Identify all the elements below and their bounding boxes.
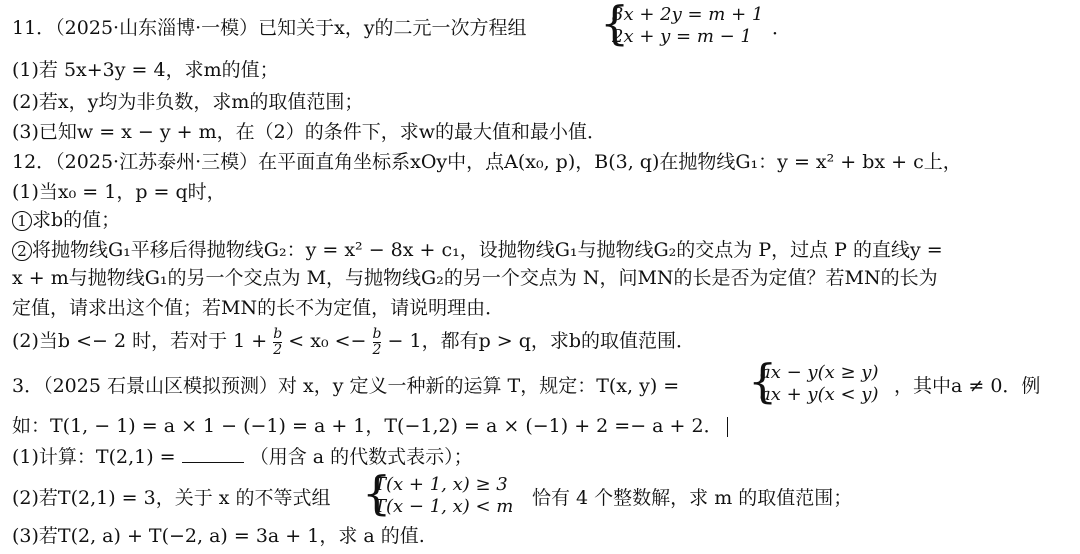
q11-header (12, 16, 527, 40)
q3-piecewise-definition (748, 354, 879, 408)
circled-number-2: 2 (12, 241, 32, 261)
q3-part2 (12, 486, 331, 510)
q12-header: 12．（2025·江苏泰州·三模）在平面直角坐标系xOy中，点A(x₀, p)，B(3, q)在抛物线G₁：y = x² + bx + c上， (12, 151, 962, 173)
q11-equation-system (600, 0, 764, 50)
q11-header-text: 11．（2025·山东淄博·一模）已知关于x，y的二元一次方程组 (12, 17, 527, 39)
q3-part2-b: 恰有 4 个整数解，求 m 的取值范围； (532, 487, 853, 509)
fraction-b-over-2 (273, 327, 282, 358)
q3-ineq2: T(x − 1, x) < m (374, 496, 514, 517)
q11-part3: (3)已知w = x − y + m，在（2）的条件下，求w的最大值和最小值． (12, 121, 606, 143)
q12-sub2-line1 (12, 238, 943, 262)
q11-eq2: 2x + y = m − 1 (612, 26, 752, 47)
q11-period: ． (772, 17, 792, 39)
q12-part2 (12, 326, 695, 358)
fraction-b-over-2 (373, 327, 382, 358)
q3-example-text: 如：T(1, − 1) = a × 1 − (−1) = a + 1，T(−1,2) = a × (−1) + 2 =− a + 2． (12, 415, 723, 437)
q12-part2-b: < x₀ <− (288, 330, 367, 352)
fraction-numerator: b (273, 325, 283, 342)
q3-ineq1: T(x + 1, x) ≥ 3 (374, 474, 508, 495)
q3-header: 3．（2025 石景山区模拟预测）对 x，y 定义一种新的运算 T，规定：T(x, y) = (12, 375, 680, 397)
q12-sub2-text1: 将抛物线G₁平移后得抛物线G₂：y = x² − 8x + c₁，设抛物线G₁与抛物线G₂的交点为 P，过点 P 的直线y = (32, 239, 943, 261)
q3-example-line (12, 414, 728, 438)
left-brace: { (362, 466, 392, 520)
q3-part1-a: (1)计算：T(2,1) = (12, 446, 176, 468)
fraction-denominator: 2 (273, 341, 283, 358)
answer-blank (182, 444, 244, 463)
q3-part2-a: (2)若T(2,1) = 3，关于 x 的不等式组 (12, 487, 331, 509)
left-brace: { (600, 0, 630, 50)
q3-inequality-system (362, 466, 514, 520)
left-brace: { (748, 354, 778, 408)
q12-sub1-text: 求b的值； (32, 209, 121, 231)
q11-part1: (1)若 5x+3y = 4，求m的值； (12, 59, 279, 81)
q12-part2-c: − 1，都有p > q，求b的取值范围． (387, 330, 696, 352)
q3-case2: ax + y(x < y) (760, 384, 879, 405)
circled-number-1: 1 (12, 211, 32, 231)
q12-sub2-line2: x + m与抛物线G₁的另一个交点为 M，与抛物线G₂的另一个交点为 N，问MN的长是否为定值？若MN的长为 (12, 267, 938, 289)
q3-case1: ax − y(x ≥ y) (760, 362, 879, 383)
fraction-denominator: 2 (372, 341, 382, 358)
q12-sub1 (12, 208, 120, 232)
q12-part2-a: (2)当b <− 2 时，若对于 1 + (12, 330, 268, 352)
q3-part1 (12, 444, 473, 469)
q12-sub2-line3: 定值，请求出这个值；若MN的长不为定值，请说明理由． (12, 297, 505, 319)
q11-part2: (2)若x，y均为非负数，求m的取值范围； (12, 91, 364, 113)
q3-part1-b: （用含 a 的代数式表示）； (249, 446, 473, 468)
q11-eq1: 3x + 2y = m + 1 (612, 4, 764, 25)
q3-header-tail: ，其中a ≠ 0．例 (894, 375, 1041, 397)
q3-part3: (3)若T(2, a) + T(−2, a) = 3a + 1，求 a 的值. (12, 525, 425, 547)
fraction-numerator: b (372, 325, 382, 342)
q12-part1: (1)当x₀ = 1，p = q时， (12, 181, 226, 203)
text-cursor (727, 417, 728, 437)
